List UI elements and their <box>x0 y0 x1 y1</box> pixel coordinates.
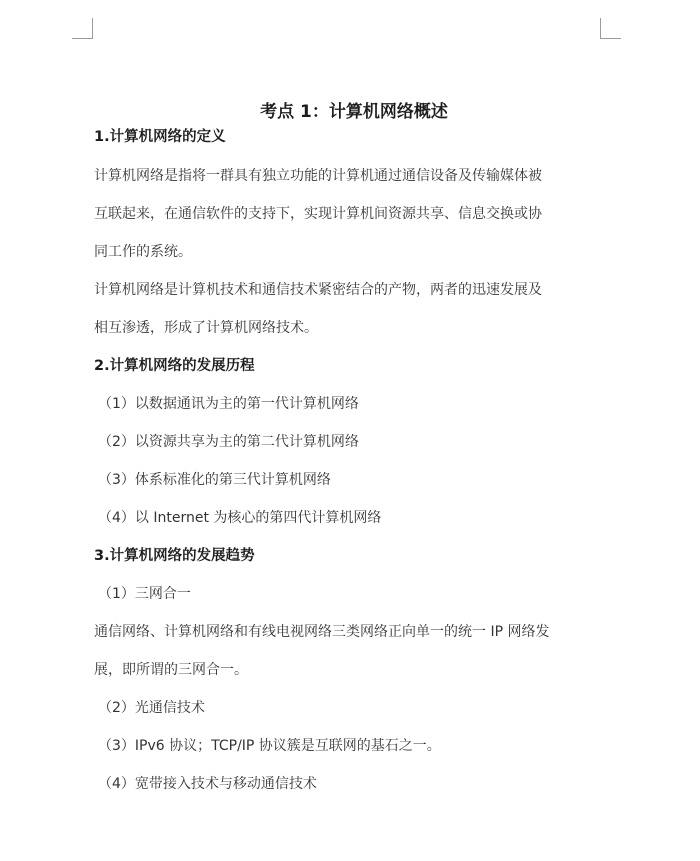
list-item: （4）宽带接入技术与移动通信技术 <box>98 776 317 792</box>
list-item: （3）IPv6 协议；TCP/IP 协议簇是互联网的基石之一。 <box>98 738 441 754</box>
list-item: （4）以 Internet 为核心的第四代计算机网络 <box>98 510 382 526</box>
paragraph-line: 计算机网络是计算机技术和通信技术紧密结合的产物，两者的迅速发展及 <box>94 282 542 298</box>
list-item: （1）三网合一 <box>98 586 191 602</box>
list-item: （2）以资源共享为主的第二代计算机网络 <box>98 434 359 450</box>
list-item: （2）光通信技术 <box>98 700 205 716</box>
list-item: （3）体系标准化的第三代计算机网络 <box>98 472 331 488</box>
paragraph-line: 相互渗透，形成了计算机网络技术。 <box>94 320 318 336</box>
section-heading-history: 2.计算机网络的发展历程 <box>94 358 255 374</box>
paragraph-line: 互联起来，在通信软件的支持下，实现计算机间资源共享、信息交换或协 <box>94 206 542 222</box>
section-heading-trends: 3.计算机网络的发展趋势 <box>94 548 255 564</box>
page-corner-mark-top-left <box>72 18 93 39</box>
page-corner-mark-top-right <box>600 18 621 39</box>
paragraph-line: 计算机网络是指将一群具有独立功能的计算机通过通信设备及传输媒体被 <box>94 168 542 184</box>
section-heading-definition: 1.计算机网络的定义 <box>94 129 226 145</box>
paragraph-line: 通信网络、计算机网络和有线电视网络三类网络正向单一的统一 IP 网络发 <box>94 624 550 640</box>
document-title: 考点 1：计算机网络概述 <box>260 102 448 122</box>
paragraph-line: 同工作的系统。 <box>94 244 192 260</box>
list-item: （1）以数据通讯为主的第一代计算机网络 <box>98 396 359 412</box>
paragraph-line: 展，即所谓的三网合一。 <box>94 662 248 678</box>
